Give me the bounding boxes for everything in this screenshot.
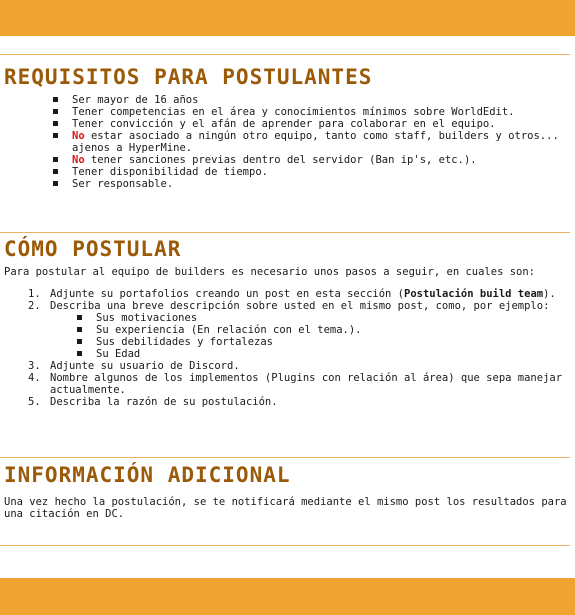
sub-list (50, 312, 570, 360)
list-item (28, 372, 570, 396)
section-como-postular (4, 236, 570, 408)
step-text: Describa la razón de su postulación. (50, 396, 278, 408)
divider (0, 545, 570, 546)
list-item (28, 300, 570, 360)
list-item (72, 106, 570, 118)
step-number: 5. (28, 396, 41, 408)
section-requisitos (4, 64, 570, 190)
requirements-list (4, 94, 570, 190)
step-text: Nombre algunos de los implementos (Plugins con relación al área) que sepa manejar actualmente. (50, 372, 563, 396)
item-text: Ser mayor de 16 años (72, 94, 199, 106)
bold-text: Postulación build team (404, 288, 544, 300)
list-item (72, 178, 570, 190)
item-text: estar asociado a ningún otro equipo, tanto como staff, builders y otros... ajenos a HyperMine. (72, 130, 559, 154)
list-item (28, 360, 570, 372)
sub-item: Sus debilidades y fortalezas (96, 336, 570, 348)
list-item (72, 154, 570, 166)
bottom-banner (0, 578, 575, 615)
sub-item: Sus motivaciones (96, 312, 570, 324)
list-item (28, 396, 570, 408)
step-number: 2. (28, 300, 41, 312)
step-number: 1. (28, 288, 41, 300)
list-item (72, 130, 570, 154)
highlight-no: No (72, 130, 85, 142)
divider (0, 232, 570, 233)
step-text: Describa una breve descripción sobre usted en el mismo post, como, por ejemplo: (50, 300, 550, 312)
highlight-no: No (72, 154, 85, 166)
divider (0, 457, 570, 458)
item-text: tener sanciones previas dentro del servidor (Ban ip's, etc.). (84, 154, 477, 166)
item-text: Tener convicción y el afán de aprender para colaborar en el equipo. (72, 118, 496, 130)
section-title-info: INFORMACIÓN ADICIONAL (4, 463, 291, 487)
top-banner (0, 0, 575, 36)
step-text: Adjunte su usuario de Discord. (50, 360, 240, 372)
list-item (28, 288, 570, 300)
list-item (72, 118, 570, 130)
section-info (4, 462, 570, 520)
step-number: 4. (28, 372, 41, 384)
steps-list (4, 288, 570, 408)
sub-item: Su experiencia (En relación con el tema.). (96, 324, 570, 336)
divider (0, 54, 570, 55)
item-text: Tener disponibilidad de tiempo. (72, 166, 268, 178)
sub-item: Su Edad (96, 348, 570, 360)
section-title-requisitos: REQUISITOS PARA POSTULANTES (4, 65, 373, 89)
step-text: Adjunte su portafolios creando un post en esta sección ( (50, 288, 405, 300)
list-item (72, 166, 570, 178)
intro-text: Para postular al equipo de builders es necesario unos pasos a seguir, en cuales son: (4, 266, 536, 278)
item-text: Ser responsable. (72, 178, 174, 190)
step-text-after: ). (543, 288, 556, 300)
info-text: Una vez hecho la postulación, se te notificará mediante el mismo post los resultados para una citación en DC. (4, 496, 567, 520)
section-title-como: CÓMO POSTULAR (4, 237, 182, 261)
list-item (72, 94, 570, 106)
item-text: Tener competencias en el área y conocimientos mínimos sobre WorldEdit. (72, 106, 515, 118)
step-number: 3. (28, 360, 41, 372)
